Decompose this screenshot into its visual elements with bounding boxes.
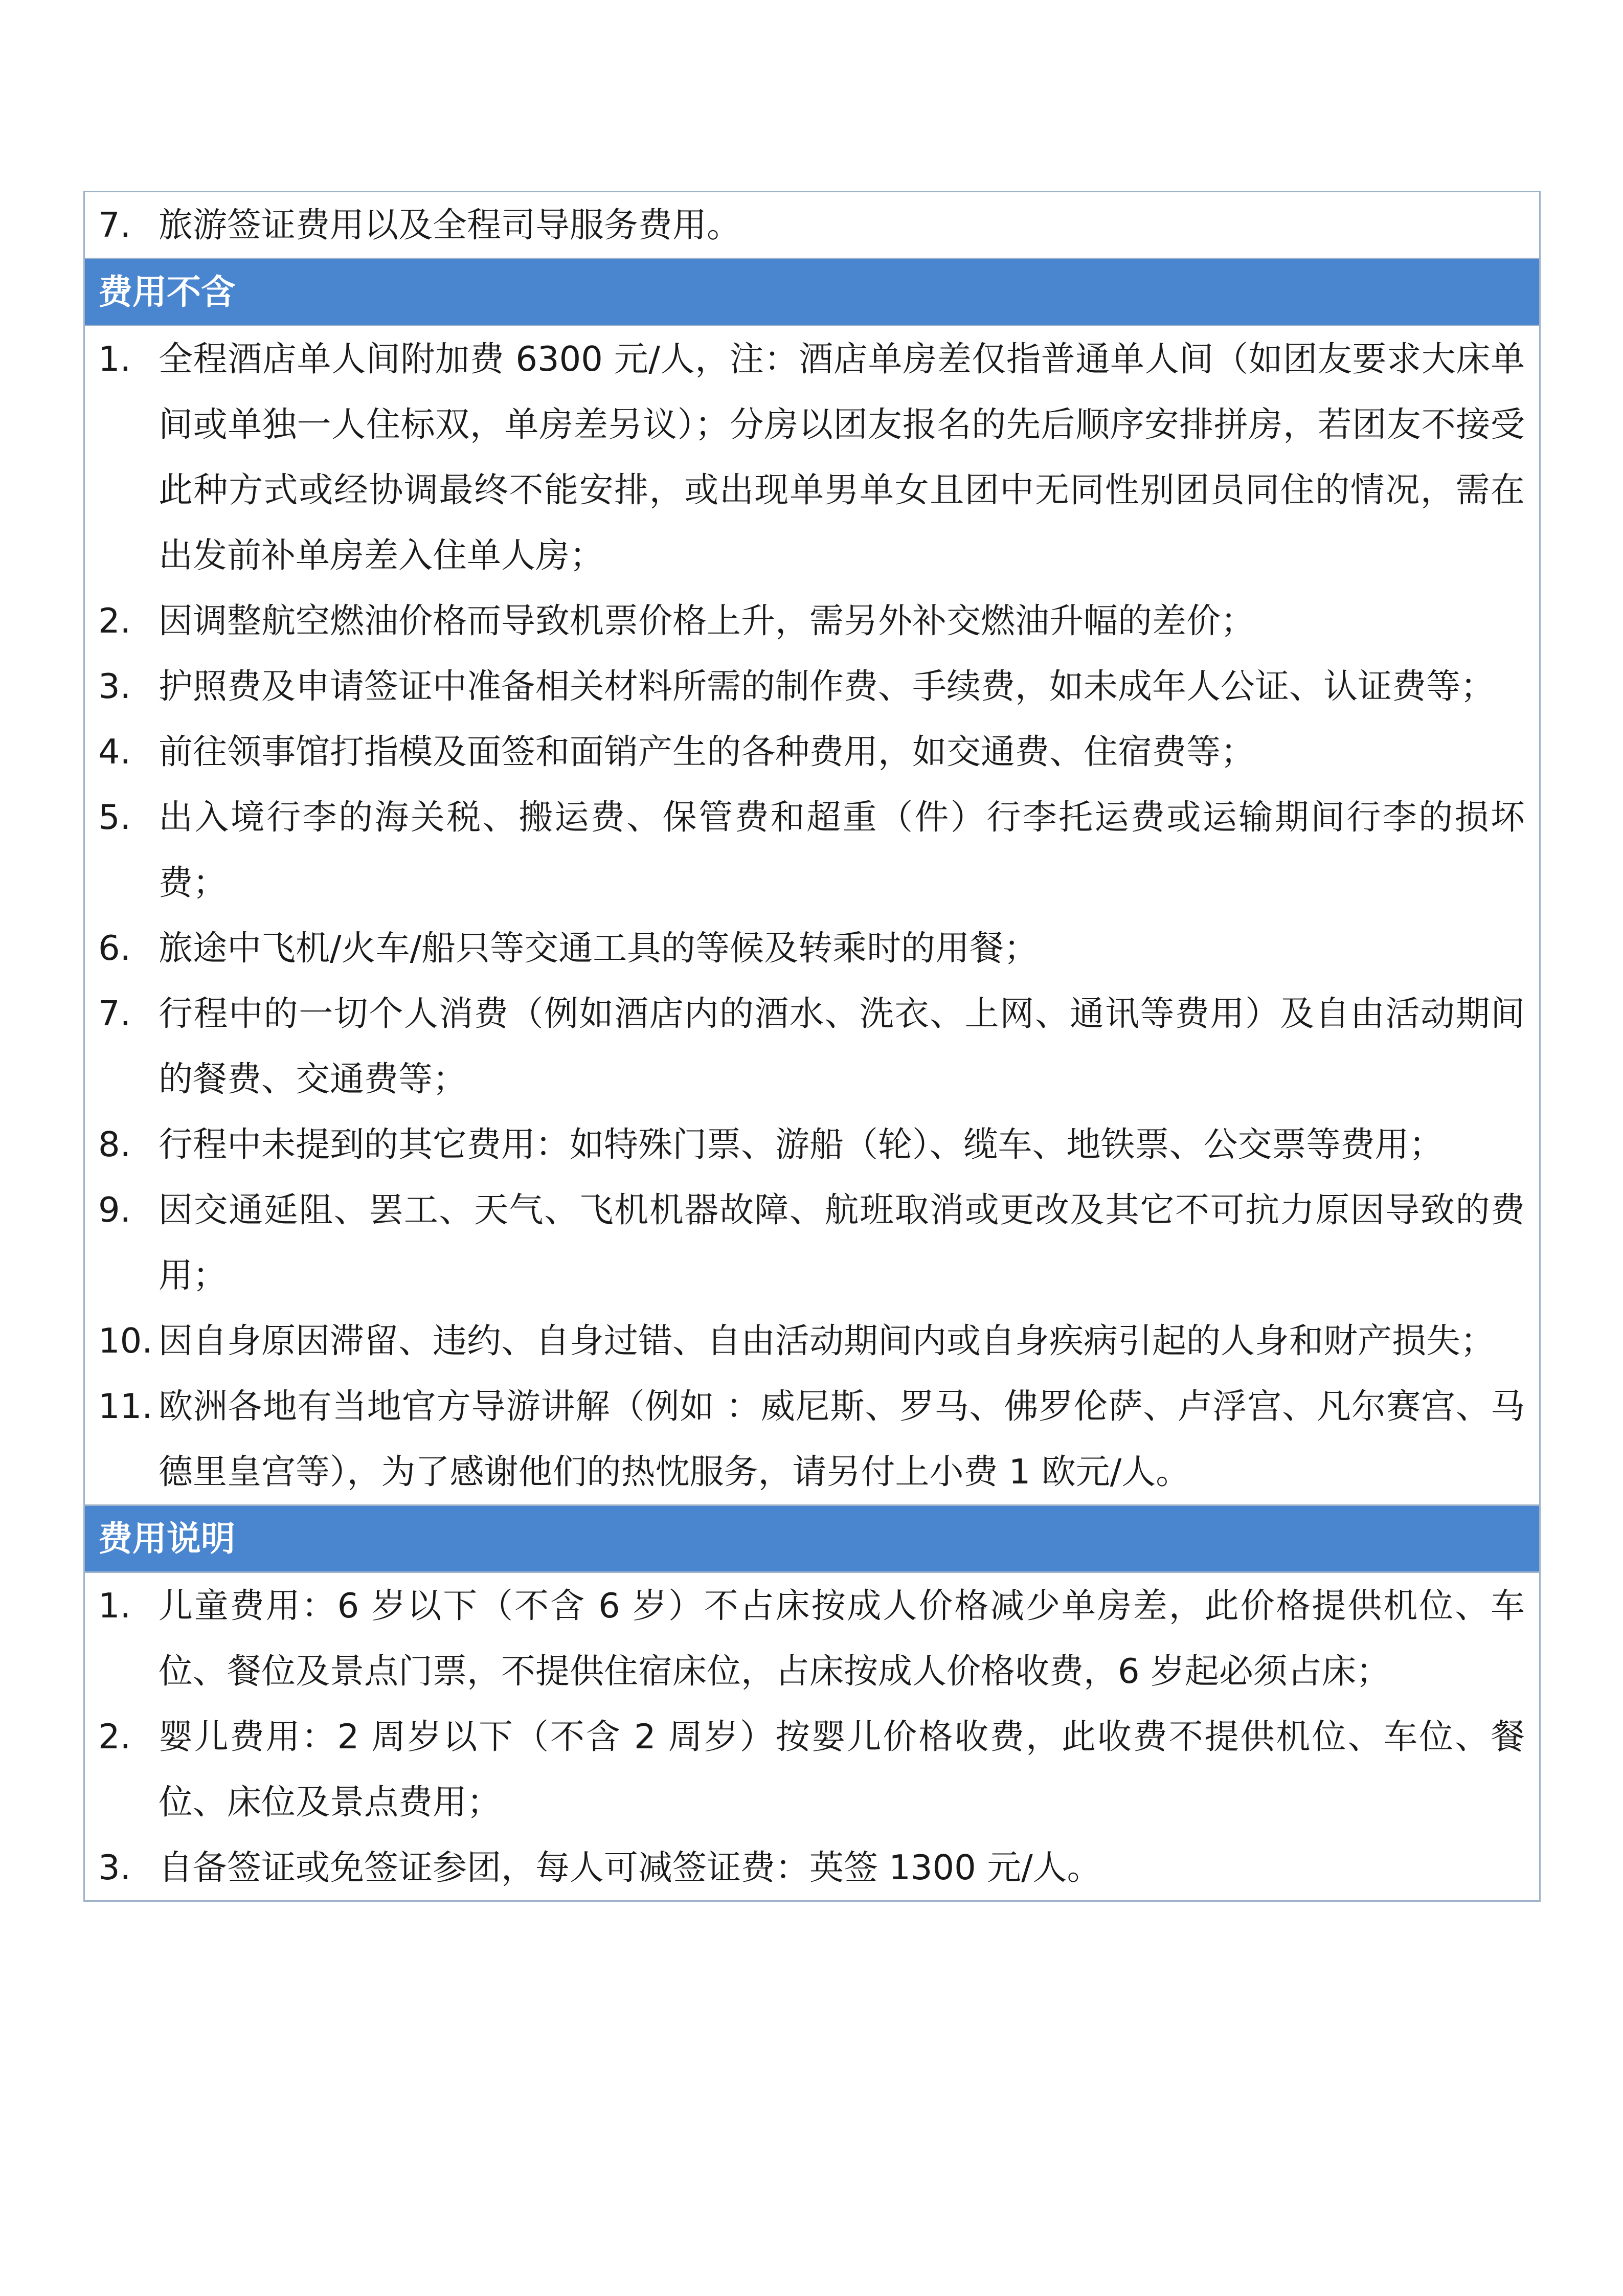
notes-item-1	[85, 1573, 1539, 1704]
item-text: 出入境行李的海关税、搬运费、保管费和超重（件）行李托运费或运输期间行李的损坏费；	[159, 797, 1525, 903]
item-text: 旅游签证费用以及全程司导服务费用。	[159, 205, 741, 245]
item-number: 5.	[98, 797, 131, 837]
included-item-7	[85, 192, 1539, 258]
item-number: 3.	[98, 1848, 131, 1887]
item-text: 因调整航空燃油价格而导致机票价格上升，需另外补交燃油升幅的差价；	[159, 601, 1255, 641]
excluded-item-5	[85, 784, 1539, 915]
excluded-item-11	[85, 1374, 1539, 1504]
item-number: 11.	[98, 1386, 153, 1426]
excluded-item-10	[85, 1308, 1539, 1374]
item-number: 1.	[98, 1586, 131, 1626]
item-text: 儿童费用：6 岁以下（不含 6 岁）不占床按成人价格减少单房差，此价格提供机位、车位、餐位及景点门票，不提供住宿床位，占床按成人价格收费，6 岁起必须占床；	[159, 1586, 1525, 1691]
excluded-item-6	[85, 915, 1539, 981]
item-text: 婴儿费用：2 周岁以下（不含 2 周岁）按婴儿价格收费，此收费不提供机位、车位、餐位、床位及景点费用；	[159, 1717, 1525, 1822]
excluded-item-7	[85, 981, 1539, 1112]
item-text: 旅途中飞机/火车/船只等交通工具的等候及转乘时的用餐；	[159, 928, 1039, 968]
item-text: 行程中未提到的其它费用：如特殊门票、游船（轮）、缆车、地铁票、公交票等费用；	[159, 1124, 1444, 1164]
section-header-excluded: 费用不含	[85, 258, 1539, 326]
notes-item-2	[85, 1704, 1539, 1835]
item-number: 6.	[98, 928, 131, 968]
item-text: 因交通延阻、罢工、天气、飞机机器故障、航班取消或更改及其它不可抗力原因导致的费用；	[159, 1190, 1525, 1295]
item-text: 前往领事馆打指模及面签和面销产生的各种费用，如交通费、住宿费等；	[159, 732, 1255, 772]
item-number: 10.	[98, 1321, 153, 1361]
item-number: 2.	[98, 601, 131, 641]
item-text: 全程酒店单人间附加费 6300 元/人，注：酒店单房差仅指普通单人间（如团友要求大床单间或单独一人住标双，单房差另议）；分房以团友报名的先后顺序安排拼房，若团友不接受此种方式或经协调最终不能安排，或出现单男单女且团中无同性别团员同住的情况，需在出发前补单房差入住单人房；	[159, 339, 1525, 575]
item-text: 因自身原因滞留、违约、自身过错、自由活动期间内或自身疾病引起的人身和财产损失；	[159, 1321, 1495, 1361]
item-number: 8.	[98, 1124, 131, 1164]
item-text: 行程中的一切个人消费（例如酒店内的酒水、洗衣、上网、通讯等费用）及自由活动期间的餐费、交通费等；	[159, 994, 1525, 1099]
item-number: 1.	[98, 339, 131, 379]
item-number: 4.	[98, 732, 131, 772]
fee-table	[83, 191, 1541, 1902]
item-number: 7.	[98, 994, 131, 1033]
excluded-item-4	[85, 719, 1539, 784]
item-number: 9.	[98, 1190, 131, 1230]
item-number: 2.	[98, 1717, 131, 1757]
item-text: 护照费及申请签证中准备相关材料所需的制作费、手续费，如未成年人公证、认证费等；	[159, 666, 1495, 706]
item-number: 7.	[98, 205, 131, 245]
excluded-item-1	[85, 326, 1539, 588]
excluded-item-9	[85, 1177, 1539, 1308]
excluded-item-3	[85, 654, 1539, 719]
item-number: 3.	[98, 666, 131, 706]
item-text: 欧洲各地有当地官方导游讲解（例如 ：威尼斯、罗马、佛罗伦萨、卢浮宫、凡尔赛宫、马德里皇宫等），为了感谢他们的热忱服务，请另付上小费 1 欧元/人。	[159, 1386, 1525, 1492]
item-text: 自备签证或免签证参团，每人可减签证费：英签 1300 元/人。	[159, 1848, 1101, 1887]
excluded-item-2	[85, 588, 1539, 654]
notes-item-3	[85, 1835, 1539, 1900]
excluded-item-8	[85, 1112, 1539, 1177]
section-header-notes: 费用说明	[85, 1504, 1539, 1573]
